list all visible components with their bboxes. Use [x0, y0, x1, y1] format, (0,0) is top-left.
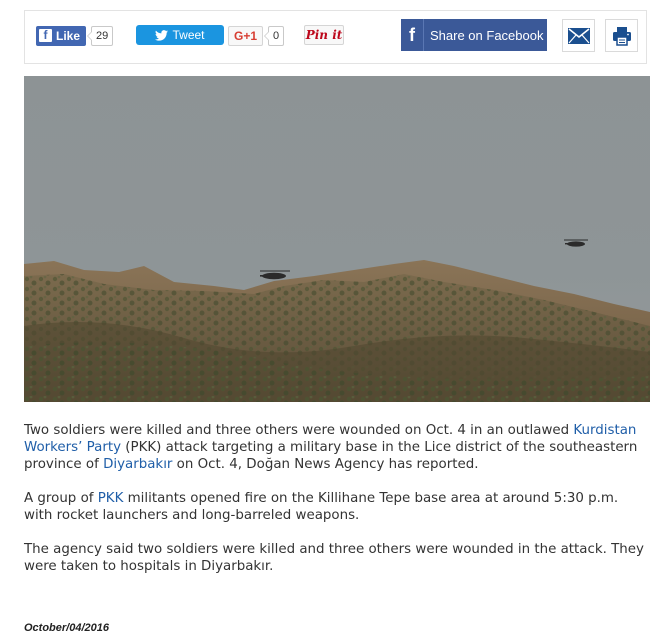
google-plus-count: 0	[268, 26, 284, 46]
twitter-bird-icon	[155, 30, 168, 41]
article-paragraph-3: The agency said two soldiers were killed and three others were wounded in the attack. They were taken to hospitals in Diyarbakır.	[24, 542, 644, 574]
printer-icon	[612, 26, 632, 46]
paragraph-text: militants opened fire on the Killihane Tepe base area at around 5:30 p.m. with rocket launchers and long-barreled weapons.	[24, 491, 619, 523]
facebook-like-label: Like	[56, 28, 81, 43]
paragraph-text: (PKK) attack targeting a military base in the Lice district of the southeastern province of	[24, 440, 638, 472]
share-on-facebook-label: Share on Facebook	[430, 27, 544, 43]
google-plus-button[interactable]: G+1	[228, 26, 263, 46]
facebook-icon: f	[39, 29, 52, 42]
diyarbakir-link[interactable]: Diyarbakır	[103, 457, 173, 472]
kurdistan-workers-party-link[interactable]: Kurdistan Workers’ Party	[24, 423, 637, 455]
article-paragraph-1	[24, 422, 650, 473]
email-share-button[interactable]	[562, 19, 595, 52]
tweet-button[interactable]	[136, 25, 224, 45]
article-paragraph-2	[24, 490, 650, 524]
pkk-link[interactable]: PKK	[97, 491, 124, 506]
share-on-facebook-button[interactable]	[401, 19, 547, 51]
facebook-like-count: 29	[91, 26, 113, 46]
print-button[interactable]	[605, 19, 638, 52]
article-date: October/04/2016	[24, 622, 109, 634]
pinterest-pin-button[interactable]: Pin it	[304, 25, 344, 45]
facebook-like-button[interactable]	[36, 26, 86, 46]
paragraph-text: Two soldiers were killed and three others were wounded on Oct. 4 in an outlawed	[24, 423, 574, 438]
facebook-like-widget	[36, 25, 113, 46]
paragraph-text: on Oct. 4, Doğan News Agency has reported.	[172, 457, 479, 472]
article-body	[24, 422, 650, 592]
envelope-icon	[568, 28, 590, 44]
article-photo	[24, 76, 650, 402]
google-plus-widget	[228, 25, 284, 46]
tweet-label: Tweet	[172, 28, 205, 42]
paragraph-text: A group of	[24, 491, 98, 506]
facebook-icon: f	[401, 19, 424, 51]
share-bar	[24, 10, 647, 64]
